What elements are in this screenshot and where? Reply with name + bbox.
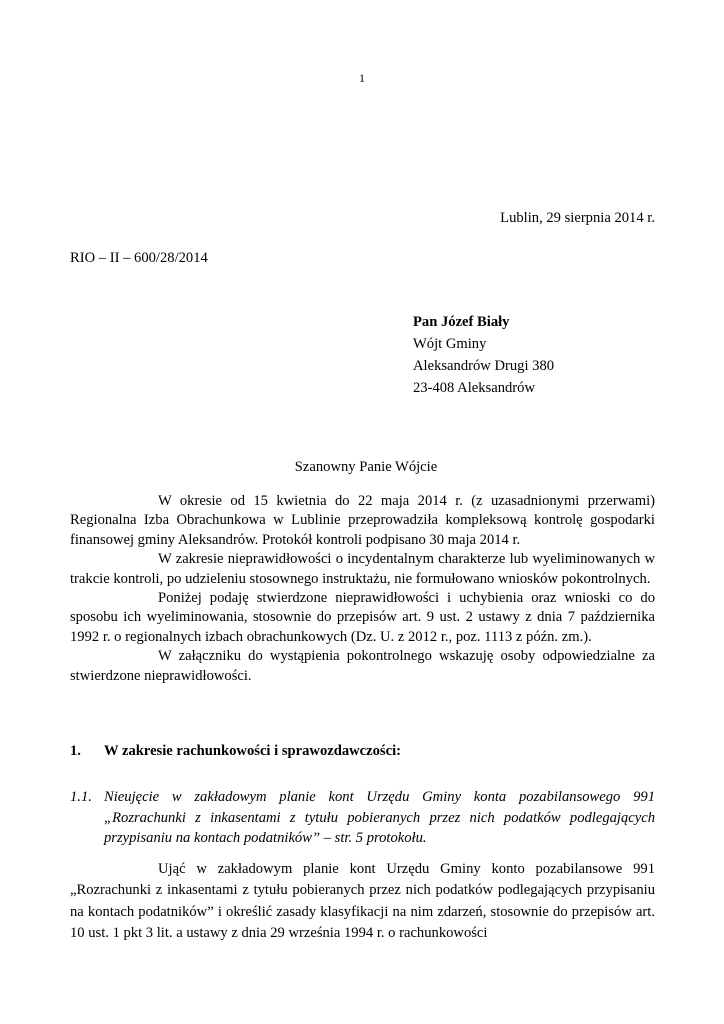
addressee-title: Wójt Gminy bbox=[413, 336, 487, 352]
section-number: 1. bbox=[70, 743, 81, 759]
date-line: Lublin, 29 sierpnia 2014 r. bbox=[500, 210, 655, 226]
section-heading bbox=[70, 743, 401, 760]
reference-number: RIO – II – 600/28/2014 bbox=[70, 250, 208, 266]
subsection-heading bbox=[70, 787, 655, 849]
page-number: 1 bbox=[359, 71, 365, 85]
addressee-street: Aleksandrów Drugi 380 bbox=[413, 358, 555, 374]
salutation: Szanowny Panie Wójcie bbox=[294, 459, 438, 475]
subsection-text: Nieujęcie w zakładowym planie kont Urzędu Gminy konta pozabilansowego 991 „Rozrachunki z inkasentami z tytułu pobieranych przez nich podatków podlegających przypisaniu na kontach podatników” – str. 5 protokołu. bbox=[104, 789, 655, 846]
addressee-name: Pan Józef Biały bbox=[413, 314, 510, 330]
section-title: W zakresie rachunkowości i sprawozdawczości: bbox=[104, 743, 401, 759]
addressee-block bbox=[413, 312, 554, 400]
paragraph-3: Poniżej podaję stwierdzone nieprawidłowości i uchybienia oraz wnioski co do sposobu ich wyeliminowania, stosownie do przepisów art. 9 ust. 2 ustawy z dnia 7 października 1992 r. o regionalnych izbach obrachunkowych (Dz. U. z 2012 r., poz. 1113 z późn. zm.). bbox=[70, 590, 655, 645]
recommendation-paragraph: Ująć w zakładowym planie kont Urzędu Gminy konto pozabilansowe 991 „Rozrachunki z inkasentami z tytułu pobieranych przez nich podatków podlegających przypisaniu na kontach podatników” i określić zasady klasyfikacji na nim zdarzeń, stosownie do przepisów art. 10 ust. 1 pkt 3 lit. a ustawy z dnia 29 września 1994 r. o rachunkowości bbox=[70, 861, 655, 941]
paragraph-4: W załączniku do wystąpienia pokontrolnego wskazuję osoby odpowiedzialne za stwierdzone nieprawidłowości. bbox=[70, 648, 655, 684]
addressee-postal: 23-408 Aleksandrów bbox=[413, 380, 536, 396]
recommendation-block bbox=[70, 859, 655, 944]
letter-body bbox=[70, 492, 655, 686]
paragraph-2: W zakresie nieprawidłowości o incydentalnym charakterze lub wyeliminowanych w trakcie kontroli, po udzieleniu stosownego instruktażu, nie formułowano wniosków pokontrolnych. bbox=[70, 551, 655, 587]
subsection-number: 1.1. bbox=[70, 789, 92, 805]
paragraph-1: W okresie od 15 kwietnia do 22 maja 2014 r. (z uzasadnionymi przerwami) Regionalna Izba Obrachunkowa w Lublinie przeprowadziła kompleksową kontrolę gospodarki finansowej gminy Aleksandrów. Protokół kontroli podpisano 30 maja 2014 r. bbox=[70, 493, 655, 548]
